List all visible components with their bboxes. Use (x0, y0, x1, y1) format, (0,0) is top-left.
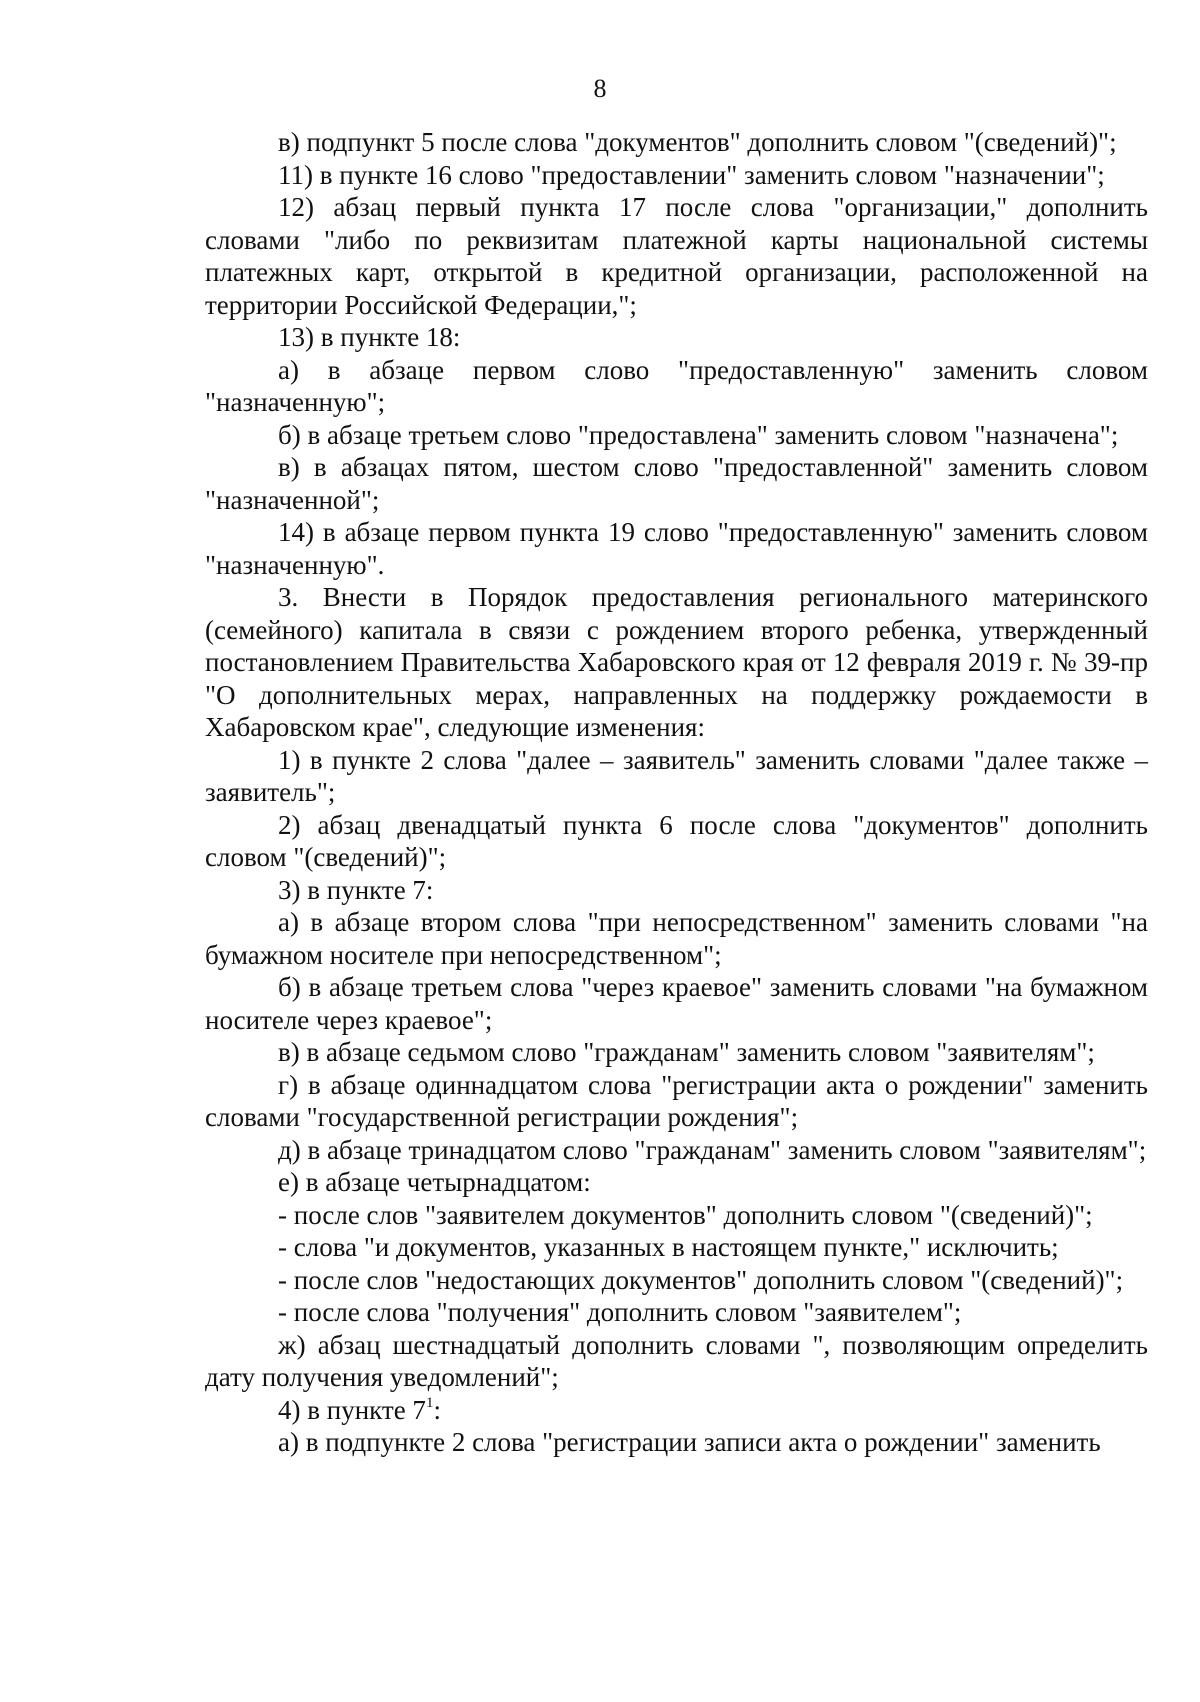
paragraph: в) в абзаце седьмом слово "гражданам" заменить словом "заявителям"; (278, 1037, 1095, 1067)
paragraph: б) в абзаце третьем слово "предоставлена" заменить словом "назначена"; (278, 419, 1119, 450)
paragraph: 11) в пункте 16 слово "предоставлении" заменить словом "назначении"; (278, 159, 1105, 190)
paragraph: б) в абзаце третьем слова "через краевое" заменить словами "на бумажном носителе через краевое"; (205, 972, 1148, 1035)
item-4-heading (205, 1394, 1148, 1427)
paragraph: в) в абзацах пятом, шестом слово "предоставленной" заменить словом "назначенной"; (205, 452, 1148, 515)
paragraph: 3) в пункте 7: (278, 874, 434, 905)
paragraph: в) подпункт 5 после слова "документов" дополнить словом "(сведений)"; (278, 127, 1117, 157)
paragraph: 12) абзац первый пункта 17 после слова "организации," дополнить словами "либо по реквизитам платежной карты национальной системы платежных карт, открытой в кредитной организации, расположенной на территории Российской Федерации,"; (205, 192, 1148, 320)
page-number: 8 (593, 74, 607, 103)
paragraph: а) в абзаце втором слова "при непосредственном" заменить словами "на бумажном носителе при непосредственном"; (205, 907, 1148, 970)
paragraph: 1) в пункте 2 слова "далее – заявитель" заменить словами "далее также – заявитель"; (205, 744, 1148, 807)
paragraph: ж) абзац шестнадцатый дополнить словами ", позволяющим определить дату получения уведомлений"; (205, 1329, 1148, 1392)
paragraph: - после слов "недостающих документов" дополнить словом "(сведений)"; (278, 1264, 1124, 1295)
paragraph: е) в абзаце четырнадцатом: (278, 1167, 591, 1197)
paragraph: 14) в абзаце первом пункта 19 слово "предоставленную" заменить словом "назначенную". (205, 517, 1148, 580)
item-4-text: 4) в пункте 7 (278, 1394, 426, 1425)
paragraph: - после слов "заявителем документов" дополнить словом "(сведений)"; (278, 1199, 1093, 1230)
paragraph: - после слова "получения" дополнить словом "заявителем"; (278, 1297, 962, 1327)
paragraph: 3. Внести в Порядок предоставления регионального материнского (семейного) капитала в связи с рождением второго ребенка, утвержденный постановлением Правительства Хабаровского края от 12 февраля 2019 г. № 39-пр "О дополнительных мерах, направленных на поддержку рождаемости в Хабаровском крае", следующие изменения: (205, 582, 1148, 742)
paragraph: 2) абзац двенадцатый пункта 6 после слова "документов" дополнить словом "(сведений)"; (205, 809, 1148, 872)
paragraph: д) в абзаце тринадцатом слово "гражданам" заменить словом "заявителям"; (278, 1134, 1147, 1165)
paragraph: г) в абзаце одиннадцатом слова "регистрации акта о рождении" заменить словами "государственной регистрации рождения"; (205, 1069, 1148, 1132)
paragraph: а) в абзаце первом слово "предоставленную" заменить словом "назначенную"; (205, 354, 1148, 417)
document-body (205, 126, 1148, 1459)
item-4-superscript: 1 (425, 1394, 434, 1411)
item-4-suffix: : (433, 1394, 441, 1425)
paragraph: 13) в пункте 18: (278, 322, 461, 352)
paragraph: - слова "и документов, указанных в настоящем пункте," исключить; (278, 1232, 1059, 1262)
paragraph-last: а) в подпункте 2 слова "регистрации записи акта о рождении" заменить (278, 1427, 1101, 1457)
